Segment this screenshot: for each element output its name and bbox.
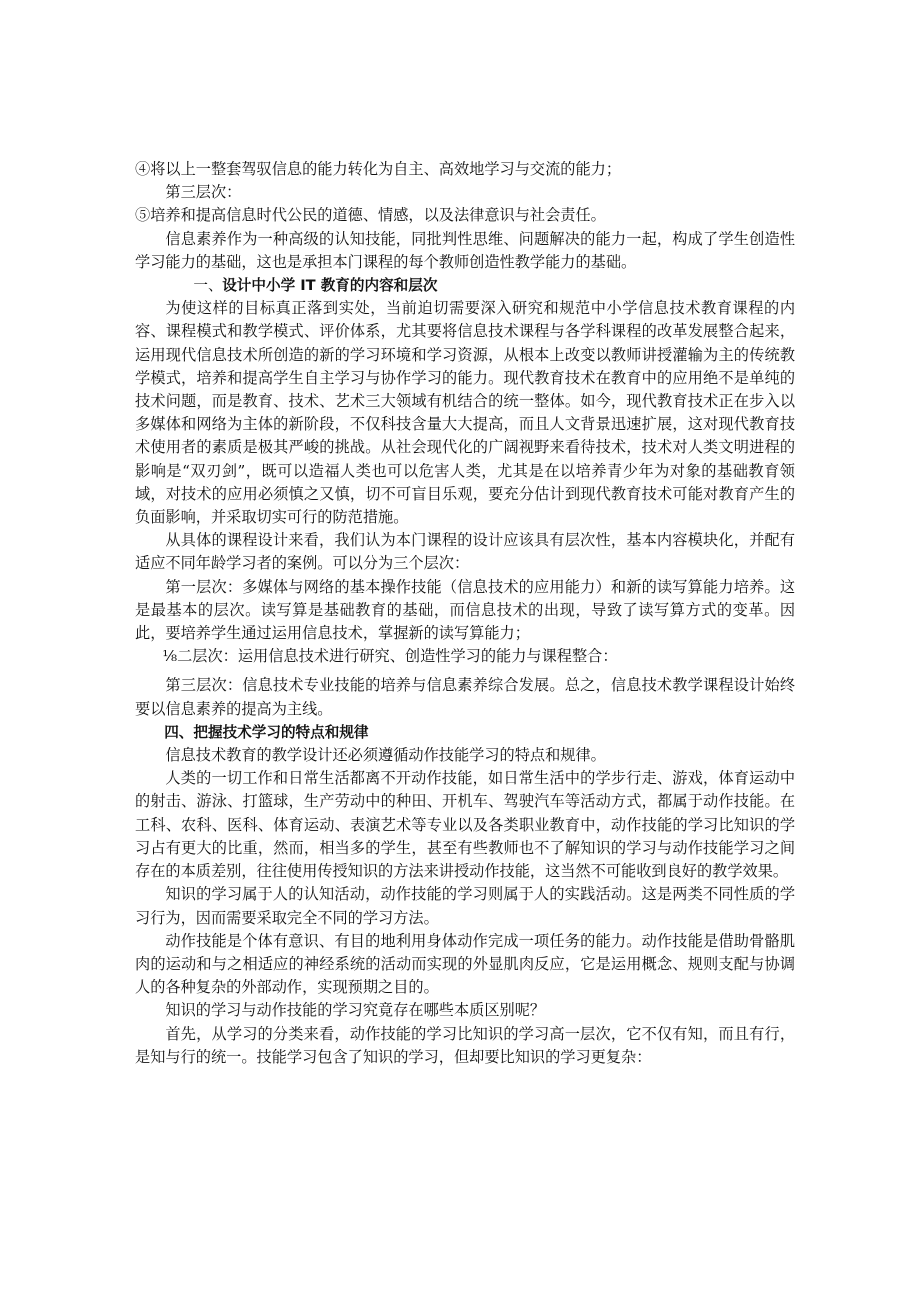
paragraph: ④将以上一整套驾驭信息的能力转化为自主、高效地学习与交流的能力； — [135, 160, 621, 178]
paragraph: 从具体的课程设计来看，我们认为本门课程的设计应该具有层次性，基本内容模块化，并配有适应不同年龄学习者的案例。可以分为三个层次： — [135, 531, 795, 573]
paragraph: 首先，从学习的分类来看，动作技能的学习比知识的学习高一层次，它不仅有知，而且有行，是知与行的统一。技能学习包含了知识的学习，但却要比知识的学习更复杂： — [135, 1024, 795, 1066]
document-page — [135, 158, 795, 1069]
paragraph: ⅛二层次：运用信息技术进行研究、创造性学习的能力与课程整合： — [162, 647, 618, 666]
paragraph: 第三层次： — [165, 183, 242, 202]
section-heading-2: 四、把握技术学习的特点和规律 — [164, 723, 369, 741]
section-heading-1 — [135, 274, 795, 297]
section-heading-text: 设计中小学 IT 教育的内容和层次 — [222, 277, 438, 295]
paragraph: 信息技术教育的教学设计还必须遵循动作技能学习的特点和规律。 — [165, 746, 606, 765]
paragraph: 知识的学习属于人的认知活动，动作技能的学习则属于人的实践活动。这是两类不同性质的学习行为，因而需要采取完全不同的学习方法。 — [135, 885, 795, 927]
paragraph: 动作技能是个体有意识、有目的地利用身体动作完成一项任务的能力。动作技能是借助骨骼肌肉的运动和与之相适应的神经系统的活动而实现的外显肌肉反应，它是运用概念、规则支配与协调人的各种复杂的外部动作，实现预期之目的。 — [135, 931, 795, 997]
paragraph: 信息素养作为一种高级的认知技能，同批判性思维、问题解决的能力一起，构成了学生创造性学习能力的基础，这也是承担本门课程的每个教师创造性教学能力的基础。 — [135, 229, 795, 271]
paragraph: 知识的学习与动作技能的学习究竟存在哪些本质区别呢？ — [165, 1001, 546, 1020]
paragraph: ⑤培养和提高信息时代公民的道德、情感，以及法律意识与社会责任。 — [135, 206, 606, 225]
paragraph: 为使这样的目标真正落到实处，当前迫切需要深入研究和规范中小学信息技术教育课程的内容、课程模式和教学模式、评价体系，尤其要将信息技术课程与各学科课程的改革发展整合起来，运用现代信息技术所创造的新的学习环境和学习资源，从根本上改变以教师讲授灌输为主的传统教学模式，培养和提高学生自主学习与协作学习的能力。现代教育技术在教育中的应用绝不是单纯的技术问题，而是教育、技术、艺术三大领域有机结合的统一整体。如今，现代教育技术正在步入以多媒体和网络为主体的新阶段，不仅科技含量大大提高，而且人文背景迅速扩展，这对现代教育技术使用者的素质是极其严峻的挑战。从社会现代化的广阔视野来看待技术，技术对人类文明进程的影响是“双刃剑”，既可以造福人类也可以危害人类，尤其是在以培养青少年为对象的基础教育领域，对技术的应用必须慎之又慎，切不可盲目乐观，要充分估计到现代教育技术可能对教育产生的负面影响，并采取切实可行的防范措施。 — [135, 299, 795, 527]
paragraph: 人类的一切工作和日常生活都离不开动作技能，如日常生活中的学步行走、游戏，体育运动中的射击、游泳、打篮球，生产劳动中的种田、开机车、驾驶汽车等活动方式，都属于动作技能。在工科、农科、医科、体育运动、表演艺术等专业以及各类职业教育中，动作技能的学习比知识的学习占有更大的比重，然而，相当多的学生，甚至有些教师也不了解知识的学习与动作技能学习之间存在的本质差别，往往使用传授知识的方法来讲授动作技能，这当然不可能收到良好的教学效果。 — [135, 769, 795, 881]
paragraph: 第一层次：多媒体与网络的基本操作技能（信息技术的应用能力）和新的读写算能力培养。这是最基本的层次。读写算是基础教育的基础，而信息技术的出现，导致了读写算方式的变革。因此，要培养学生通过运用信息技术，掌握新的读写算能力； — [135, 577, 795, 643]
paragraph: 第三层次：信息技术专业技能的培养与信息素养综合发展。总之，信息技术教学课程设计始终要以信息素养的提高为主线。 — [135, 676, 795, 718]
section-heading-number: 一、 — [193, 277, 223, 295]
